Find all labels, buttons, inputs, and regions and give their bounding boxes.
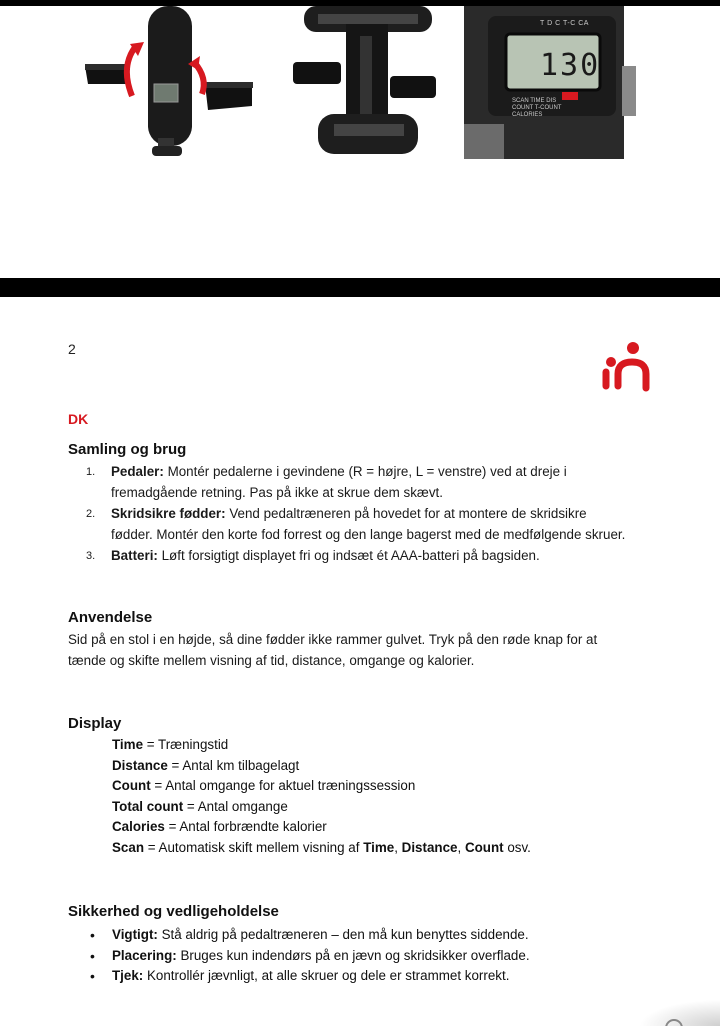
display-bottom-labels: SCAN TIME DIS COUNT T-COUNT CALORIES xyxy=(512,98,562,118)
step-text: Løft forsigtigt displayet fri og indsæt ét AAA-batteri på bagsiden. xyxy=(157,548,540,563)
term: Total count xyxy=(112,798,184,814)
definition: = Antal km tilbagelagt xyxy=(167,757,300,773)
step-number: 3. xyxy=(86,550,96,562)
step-text: Montér pedalerne i gevindene (R = højre, L = venstre) ved at dreje i xyxy=(163,464,567,479)
display-top-labels: T D C T-C CA xyxy=(540,20,589,27)
list-item xyxy=(90,946,530,967)
step-label: Pedaler: xyxy=(111,464,164,479)
page-corner-shadow xyxy=(640,1000,720,1026)
item-label: Tjek: xyxy=(112,968,144,984)
list-item xyxy=(86,461,666,503)
definition: = Træningstid xyxy=(143,737,229,752)
step-number: 1. xyxy=(86,466,96,478)
step-text-continued: fremadgående retning. Pas på ikke at skrue dem skævt. xyxy=(111,485,443,500)
definition: = Antal forbrændte kalorier xyxy=(164,819,327,835)
term: Time xyxy=(112,737,144,752)
step-text-continued: fødder. Montér den korte fod forrest og den lange bagerst med de medfølgende skruer. xyxy=(111,527,626,542)
term: Calories xyxy=(112,819,165,835)
usage-line: Sid på en stol i en højde, så dine fødder ikke rammer gulvet. Tryk på den røde knap for at xyxy=(68,632,598,647)
pedal-trainer-front-image xyxy=(80,6,260,159)
definition: = Antal omgange xyxy=(183,798,288,814)
item-text: Kontrollér jævnligt, at alle skruer og dele er strammet korrekt. xyxy=(143,968,510,984)
list-item xyxy=(112,735,531,756)
step-number: 2. xyxy=(86,508,96,520)
list-item xyxy=(112,756,531,777)
list-item xyxy=(90,925,530,946)
safety-list xyxy=(90,925,530,987)
display-definitions xyxy=(112,735,531,859)
step-text: Vend pedaltræneren på hovedet for at montere de skridsikre xyxy=(225,506,587,521)
usage-paragraph xyxy=(68,629,658,671)
item-text: Bruges kun indendørs på en jævn og skridsikker overflade. xyxy=(176,947,530,963)
usage-line: tænde og skifte mellem visning af tid, distance, omgange og kalorier. xyxy=(68,653,475,668)
term: Distance xyxy=(112,757,168,773)
list-item xyxy=(112,817,531,838)
pedal-trainer-underside-image xyxy=(288,6,438,159)
item-text: Stå aldrig på pedaltræneren – den må kun benyttes siddende. xyxy=(157,927,529,942)
step-label: Batteri: xyxy=(111,548,158,563)
term-ref: Time xyxy=(363,839,395,855)
separator: , xyxy=(394,839,402,855)
definition: = Automatisk skift mellem visning af xyxy=(144,839,364,855)
safety-heading: Sikkerhed og vedligeholdelse xyxy=(68,903,279,920)
step-label: Skridsikre fødder: xyxy=(111,506,226,521)
bullet: • xyxy=(90,927,95,943)
bullet: • xyxy=(90,947,95,964)
page-number: 2 xyxy=(68,341,76,357)
item-label: Placering: xyxy=(112,947,177,963)
brand-logo-icon xyxy=(598,338,654,394)
list-item xyxy=(112,776,531,797)
list-item xyxy=(112,838,531,859)
separator: , xyxy=(457,839,465,855)
term: Count xyxy=(112,778,151,794)
term: Scan xyxy=(112,839,145,855)
section-divider xyxy=(0,278,720,297)
definition-tail: osv. xyxy=(503,839,531,855)
item-label: Vigtigt: xyxy=(112,927,158,942)
display-readout: 130 xyxy=(540,48,601,83)
term-ref: Count xyxy=(464,839,504,855)
usage-heading: Anvendelse xyxy=(68,609,153,626)
definition: = Antal omgange for aktuel træningssession xyxy=(150,778,416,794)
term-ref: Distance xyxy=(401,839,458,855)
list-item xyxy=(86,545,666,567)
bullet: • xyxy=(90,968,95,985)
list-item xyxy=(90,966,530,987)
assembly-heading: Samling og brug xyxy=(68,441,187,458)
list-item xyxy=(86,503,666,545)
list-item xyxy=(112,797,531,818)
language-code: DK xyxy=(68,411,89,427)
product-photos xyxy=(0,6,720,160)
assembly-steps xyxy=(86,461,666,567)
display-heading: Display xyxy=(68,715,122,732)
